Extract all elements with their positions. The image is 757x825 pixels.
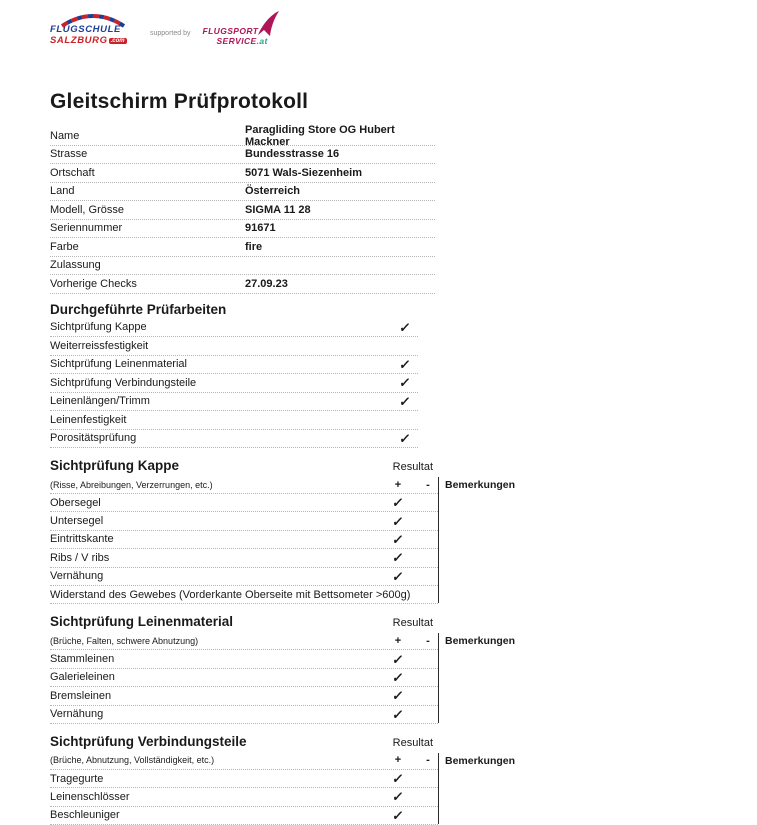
section-title: Sichtprüfung Verbindungsteile <box>50 733 247 749</box>
check-row <box>50 512 438 530</box>
resultat-label: Resultat <box>392 617 433 630</box>
check-label: Vernähung <box>50 570 104 583</box>
logo2-suffix: .at <box>256 35 268 46</box>
task-label: Weiterreissfestigkeit <box>50 339 149 352</box>
task-row <box>50 430 418 449</box>
section-header <box>50 614 438 632</box>
checkmark-icon: ✓ <box>391 651 405 667</box>
check-label: Obersegel <box>50 496 101 509</box>
check-label: Vernähung <box>50 708 104 721</box>
flugsport-service-logo <box>202 15 276 45</box>
check-row <box>50 770 438 788</box>
info-label: Vorherige Checks <box>50 277 137 290</box>
check-row <box>50 494 438 512</box>
section-title: Sichtprüfung Leinenmaterial <box>50 614 234 630</box>
section-header <box>50 734 438 752</box>
tasks-section <box>50 302 520 449</box>
minus-column-label: - <box>426 754 430 767</box>
task-label: Sichtprüfung Verbindungsteile <box>50 376 197 389</box>
section-title: Sichtprüfung Kappe <box>50 458 179 473</box>
flugschule-salzburg-logo <box>50 15 136 45</box>
info-value: Bundesstrasse 16 <box>245 148 340 161</box>
logo2-line1: FLUGSPORT <box>202 26 259 36</box>
info-value: 27.09.23 <box>245 277 288 290</box>
info-label: Modell, Grösse <box>50 203 124 216</box>
check-row <box>50 807 438 825</box>
bemerkungen-divider <box>438 633 439 723</box>
info-label: Farbe <box>50 240 79 253</box>
check-row <box>50 650 438 668</box>
bemerkungen-label: Bemerkungen <box>445 754 516 767</box>
footer-label: Widerstand des Gewebes (Vorderkante Oberseite mit Bettsometer >600g) <box>50 588 411 601</box>
logo1-suffix: .com <box>110 37 125 44</box>
task-row <box>50 319 418 338</box>
info-row-zulassung <box>50 257 435 276</box>
check-label: Tragegurte <box>50 772 104 785</box>
checkmark-icon: ✓ <box>391 706 405 722</box>
info-row-name <box>50 123 435 148</box>
check-row <box>50 788 438 806</box>
checkmark-icon: ✓ <box>391 513 405 529</box>
task-label: Porositätsprüfung <box>50 432 137 445</box>
task-label: Leinenfestigkeit <box>50 413 127 426</box>
checkmark-icon: ✓ <box>398 375 412 391</box>
check-label: Eintrittskante <box>50 533 114 546</box>
checkmark-icon: ✓ <box>391 688 405 704</box>
checkmark-icon: ✓ <box>391 531 405 547</box>
check-row <box>50 687 438 705</box>
plus-column-label: + <box>394 634 402 647</box>
checkmark-icon: ✓ <box>391 568 405 584</box>
section-body <box>50 752 516 825</box>
info-label: Ortschaft <box>50 166 95 179</box>
criteria-header-row <box>50 632 438 650</box>
supported-by-text: supported by <box>150 29 191 37</box>
minus-column-label: - <box>426 478 430 491</box>
checkmark-icon: ✓ <box>391 789 405 805</box>
criteria-header-row <box>50 752 438 770</box>
info-value: Paragliding Store OG Hubert Mackner <box>245 123 395 148</box>
section-verbindungsteile <box>50 734 520 825</box>
check-row <box>50 669 438 687</box>
bemerkungen-divider <box>438 477 439 603</box>
checkmark-icon: ✓ <box>391 495 405 511</box>
task-row <box>50 374 418 393</box>
check-label: Untersegel <box>50 515 104 528</box>
logo1-wordmark: SALZBURG <box>50 34 108 46</box>
checkmark-icon: ✓ <box>391 807 405 823</box>
task-label: Sichtprüfung Kappe <box>50 321 147 334</box>
info-row-seriennummer <box>50 220 435 239</box>
check-label: Galerieleinen <box>50 671 115 684</box>
minus-column-label: - <box>426 634 430 647</box>
info-row-vorherige-checks <box>50 275 435 294</box>
bemerkungen-divider <box>438 753 439 824</box>
info-row-strasse <box>50 146 435 165</box>
checkmark-icon: ✓ <box>398 393 412 409</box>
check-label: Stammleinen <box>50 653 115 666</box>
checkmark-icon: ✓ <box>398 319 412 335</box>
section-leinenmaterial <box>50 614 520 724</box>
task-row <box>50 356 418 375</box>
info-label: Name <box>50 129 80 142</box>
page-title: Gleitschirm Prüfprotokoll <box>50 90 309 113</box>
check-label: Ribs / V ribs <box>50 551 110 564</box>
plus-column-label: + <box>394 754 402 767</box>
info-value: fire <box>245 240 263 253</box>
info-table <box>50 123 520 294</box>
check-label: Leinenschlösser <box>50 790 130 803</box>
info-label: Seriennummer <box>50 222 123 235</box>
info-label: Zulassung <box>50 259 101 272</box>
resultat-label: Resultat <box>392 461 433 473</box>
checkmark-icon: ✓ <box>391 669 405 685</box>
info-label: Strasse <box>50 148 88 161</box>
task-row <box>50 337 418 356</box>
bemerkungen-label: Bemerkungen <box>445 479 516 491</box>
header-logos <box>50 0 520 49</box>
info-row-ortschaft <box>50 164 435 183</box>
info-row-land <box>50 183 435 202</box>
logo1-line1: FLUGSCHULE <box>50 24 121 35</box>
check-label: Beschleuniger <box>50 809 120 822</box>
section-body <box>50 632 516 724</box>
section-body <box>50 476 516 604</box>
logo1-line2 <box>50 36 136 46</box>
criteria-note: (Brüche, Falten, schwere Abnutzung) <box>50 635 199 646</box>
logo2-wordmark: SERVICE <box>216 35 257 46</box>
info-row-modell <box>50 201 435 220</box>
check-row <box>50 706 438 724</box>
section-kappe <box>50 458 520 604</box>
info-value: Österreich <box>245 185 301 198</box>
check-row <box>50 531 438 549</box>
check-row <box>50 549 438 567</box>
task-row <box>50 393 418 412</box>
info-value: SIGMA 11 28 <box>245 203 311 216</box>
section-header <box>50 458 438 476</box>
bemerkungen-label: Bemerkungen <box>445 635 516 648</box>
checkmark-icon: ✓ <box>391 771 405 787</box>
info-value: 91671 <box>245 222 276 235</box>
task-row <box>50 411 418 430</box>
footer-row <box>50 586 438 604</box>
checkmark-icon: ✓ <box>398 356 412 372</box>
checkmark-icon: ✓ <box>391 550 405 566</box>
criteria-note: (Risse, Abreibungen, Verzerrungen, etc.) <box>50 479 213 490</box>
info-value: 5071 Wals-Siezenheim <box>245 166 362 179</box>
checkmark-icon: ✓ <box>398 430 412 446</box>
criteria-note: (Brüche, Abnutzung, Vollständigkeit, etc.) <box>50 755 215 766</box>
document-content <box>50 0 520 825</box>
plus-column-label: + <box>394 478 402 491</box>
task-label: Leinenlängen/Trimm <box>50 395 150 408</box>
check-row <box>50 568 438 586</box>
logo-arc-icon <box>58 13 128 27</box>
wing-icon <box>254 11 280 37</box>
task-label: Sichtprüfung Leinenmaterial <box>50 358 187 371</box>
check-label: Bremsleinen <box>50 689 112 702</box>
logo2-line2 <box>202 37 276 46</box>
info-row-farbe <box>50 238 435 257</box>
info-label: Land <box>50 185 75 198</box>
criteria-header-row <box>50 476 438 494</box>
resultat-label: Resultat <box>392 736 433 749</box>
tasks-section-title: Durchgeführte Prüfarbeiten <box>50 301 227 317</box>
